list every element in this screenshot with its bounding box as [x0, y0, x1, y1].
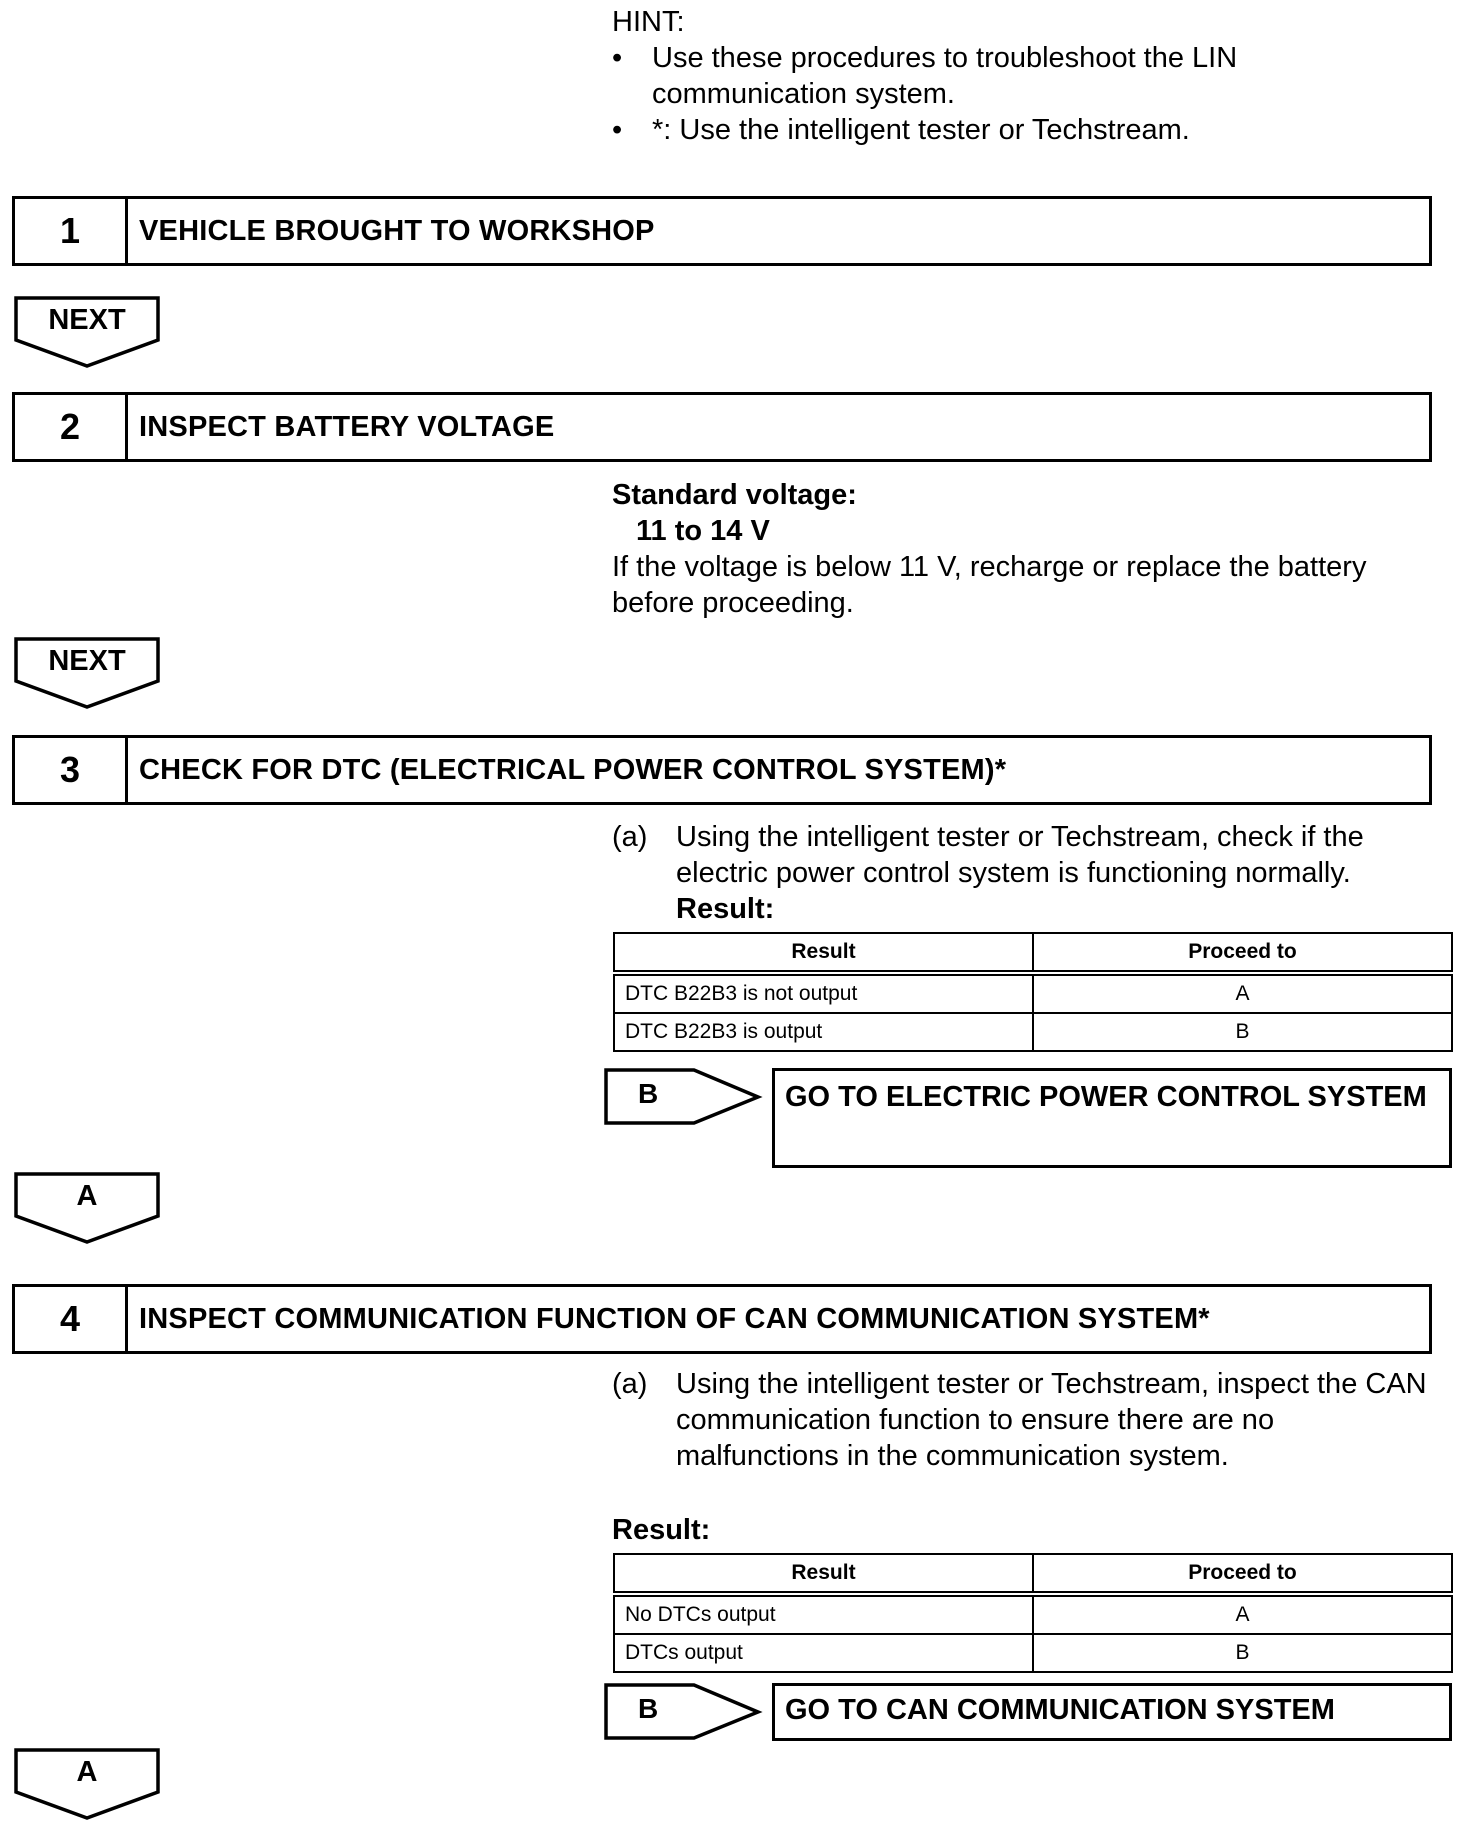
- branch-b-arrow-4[interactable]: [604, 1683, 764, 1741]
- result-cell: DTC B22B3 is output: [614, 1013, 1033, 1051]
- next-arrow-2[interactable]: [14, 637, 160, 709]
- hint-item: [612, 40, 1432, 112]
- proceed-cell: A: [1033, 1594, 1452, 1634]
- sub-step-a: [612, 1366, 1442, 1474]
- step-number: 4: [15, 1287, 128, 1351]
- hint-list: [612, 40, 1432, 148]
- table-row: [614, 1634, 1452, 1672]
- proceed-cell: B: [1033, 1634, 1452, 1672]
- step-number: 2: [15, 395, 128, 459]
- table-row: [614, 973, 1452, 1013]
- proceed-cell: A: [1033, 973, 1452, 1013]
- battery-note: If the voltage is below 11 V, recharge or replace the battery before proceeding.: [612, 551, 1367, 619]
- sub-step-a: [612, 819, 1442, 927]
- step-1-header: [12, 196, 1432, 266]
- bullet-icon: •: [612, 42, 623, 74]
- sub-step-marker: (a): [612, 821, 648, 853]
- next-label: A: [76, 1180, 98, 1212]
- table-row: [614, 1013, 1452, 1051]
- hint-section: [612, 4, 1432, 148]
- branch-label: B: [638, 1078, 659, 1109]
- result-cell: DTC B22B3 is not output: [614, 973, 1033, 1013]
- step-2-body: [612, 477, 1442, 621]
- step-3-body: [612, 819, 1442, 927]
- result-cell: No DTCs output: [614, 1594, 1033, 1634]
- instruction-text: Using the intelligent tester or Techstream, inspect the CAN communication function to ensure there are no malfunctions in the communication system.: [676, 1368, 1427, 1472]
- step-title: INSPECT BATTERY VOLTAGE: [139, 410, 555, 443]
- sub-step-marker: (a): [612, 1368, 648, 1400]
- result-cell: DTCs output: [614, 1634, 1033, 1672]
- result-table-3: [613, 932, 1453, 1052]
- next-label: NEXT: [48, 645, 126, 677]
- step-number: 3: [15, 738, 128, 802]
- next-label: A: [76, 1756, 98, 1788]
- step-number: 1: [15, 199, 128, 263]
- step-title: INSPECT COMMUNICATION FUNCTION OF CAN COMMUNICATION SYSTEM*: [139, 1302, 1210, 1335]
- step-2-header: [12, 392, 1432, 462]
- result-label: Result:: [676, 893, 775, 925]
- step-title: CHECK FOR DTC (ELECTRICAL POWER CONTROL SYSTEM)*: [139, 753, 1007, 786]
- result-label: Result:: [612, 1514, 711, 1546]
- column-header-proceed: Proceed to: [1033, 1554, 1452, 1594]
- column-header-proceed: Proceed to: [1033, 933, 1452, 973]
- a-arrow-4[interactable]: [14, 1748, 160, 1820]
- a-arrow-3[interactable]: [14, 1172, 160, 1244]
- table-row: [614, 1594, 1452, 1634]
- result-table-4: [613, 1553, 1453, 1673]
- right-arrow-icon: [604, 1068, 764, 1126]
- hint-item-text: Use these procedures to troubleshoot the LIN communication system.: [652, 42, 1238, 110]
- hint-item: [612, 112, 1432, 148]
- column-header-result: Result: [614, 1554, 1033, 1594]
- bullet-icon: •: [612, 114, 623, 146]
- branch-label: B: [638, 1693, 659, 1724]
- step-4-body: [612, 1366, 1442, 1474]
- right-arrow-icon: [604, 1683, 764, 1741]
- proceed-cell: B: [1033, 1013, 1452, 1051]
- branch-b-arrow-3[interactable]: [604, 1068, 764, 1126]
- instruction-text: Using the intelligent tester or Techstream, check if the electric power control system is functioning normally.: [676, 821, 1364, 889]
- goto-electric-power-control-link[interactable]: GO TO ELECTRIC POWER CONTROL SYSTEM: [772, 1068, 1452, 1168]
- standard-voltage-value: 11 to 14 V: [636, 515, 770, 547]
- next-label: NEXT: [48, 304, 126, 336]
- next-arrow-1[interactable]: [14, 296, 160, 368]
- hint-title: HINT:: [612, 6, 685, 38]
- step-title: VEHICLE BROUGHT TO WORKSHOP: [139, 214, 655, 247]
- step-3-header: [12, 735, 1432, 805]
- step-4-header: [12, 1284, 1432, 1354]
- goto-can-communication-link[interactable]: GO TO CAN COMMUNICATION SYSTEM: [772, 1683, 1452, 1741]
- hint-item-text: *: Use the intelligent tester or Techstream.: [652, 114, 1190, 146]
- standard-voltage-label: Standard voltage:: [612, 479, 857, 511]
- column-header-result: Result: [614, 933, 1033, 973]
